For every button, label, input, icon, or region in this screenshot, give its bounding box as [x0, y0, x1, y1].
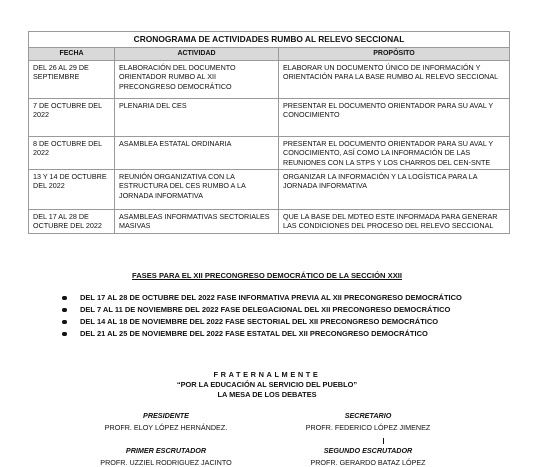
list-item [62, 304, 462, 316]
closing-fraternal: FRATERNALMENTE [213, 370, 321, 379]
bullet-icon [62, 320, 67, 325]
closing-motto: “POR LA EDUCACIÓN AL SERVICIO DEL PUEBLO” [176, 380, 358, 389]
header-fecha: FECHA [29, 48, 115, 60]
list-item [62, 292, 462, 304]
signature-name: PROFR. UZZIEL RODRIGUEZ JACINTO [100, 458, 232, 467]
signature-name: PROFR. GERARDO BATAZ LÓPEZ [310, 458, 426, 467]
cell-actividad: ASAMBLEA ESTATAL ORDINARIA [115, 136, 279, 169]
signature-secretary [268, 411, 468, 432]
signature-president [66, 411, 266, 432]
cell-proposito: ORGANIZAR LA INFORMACIÓN Y LA LOGÍSTICA PARA LA JORNADA INFORMATIVA [279, 170, 510, 210]
list-item [62, 328, 462, 340]
signature-name: PROFR. FEDERICO LÓPEZ JIMENEZ [305, 423, 431, 432]
table-row [29, 136, 510, 169]
cell-proposito: ELABORAR UN DOCUMENTO ÚNICO DE INFORMACIÓN Y ORIENTACIÓN PARA LA BASE RUMBO AL RELEVO SECCIONAL [279, 60, 510, 98]
header-actividad: ACTIVIDAD [115, 48, 279, 60]
bullet-icon [62, 296, 67, 301]
signature-name: PROFR. ELOY LÓPEZ HERNÁNDEZ. [104, 423, 228, 432]
list-item [62, 316, 462, 328]
signature-first-scrutineer [66, 446, 266, 467]
cell-actividad: PLENARIA DEL CES [115, 98, 279, 136]
cell-fecha: 8 DE OCTUBRE DEL 2022 [29, 136, 115, 169]
table-row [29, 98, 510, 136]
schedule-table [28, 31, 510, 234]
phase-text: DEL 7 AL 11 DE NOVIEMBRE DEL 2022 FASE DELEGACIONAL DEL XII PRECONGRESO DEMOCRÁTICO [80, 305, 451, 314]
cell-actividad: ELABORACIÓN DEL DOCUMENTO ORIENTADOR RUMBO AL XII PRECONGRESO DEMOCRÁTICO [115, 60, 279, 98]
phases-title: FASES PARA EL XII PRECONGRESO DEMOCRÁTICO DE LA SECCIÓN XXII [131, 271, 403, 280]
signature-second-scrutineer [268, 446, 468, 467]
phase-text: DEL 14 AL 18 DE NOVIEMBRE DEL 2022 FASE SECTORIAL DEL XII PRECONGRESO DEMOCRÁTICO [80, 317, 439, 326]
signature-role: SEGUNDO ESCRUTADOR [323, 446, 413, 455]
cell-fecha: 13 Y 14 DE OCTUBRE DEL 2022 [29, 170, 115, 210]
table-row [29, 210, 510, 234]
closing-board: LA MESA DE LOS DEBATES [217, 390, 317, 399]
phases-list [62, 292, 462, 340]
cell-fecha: DEL 17 AL 28 DE OCTUBRE DEL 2022 [29, 210, 115, 234]
cell-proposito: PRESENTAR EL DOCUMENTO ORIENTADOR PARA SU AVAL Y CONOCIMIENTO [279, 98, 510, 136]
cell-actividad: ASAMBLEAS INFORMATIVAS SECTORIALES MASIVAS [115, 210, 279, 234]
table-row [29, 170, 510, 210]
table-header-row [29, 48, 510, 60]
signature-mark [383, 438, 384, 444]
bullet-icon [62, 308, 67, 313]
signature-role: SECRETARIO [344, 411, 392, 420]
bullet-icon [62, 332, 67, 337]
signature-role: PRIMER ESCRUTADOR [125, 446, 207, 455]
cell-proposito: QUE LA BASE DEL MDTEO ESTE INFORMADA PARA GENERAR LAS CONDICIONES DEL PROCESO DEL RELEVO SECCIONAL [279, 210, 510, 234]
cell-fecha: DEL 26 AL 29 DE SEPTIEMBRE [29, 60, 115, 98]
schedule-title: CRONOGRAMA DE ACTIVIDADES RUMBO AL RELEVO SECCIONAL [29, 32, 510, 48]
cell-actividad: REUNIÓN ORGANIZATIVA CON LA ESTRUCTURA DEL CES RUMBO A LA JORNADA INFORMATIVA [115, 170, 279, 210]
table-row [29, 60, 510, 98]
signature-role: PRESIDENTE [143, 411, 189, 420]
phase-text: DEL 17 AL 28 DE OCTUBRE DEL 2022 FASE INFORMATIVA PREVIA AL XII PRECONGRESO DEMOCRÁTICO [80, 293, 462, 302]
cell-proposito: PRESENTAR EL DOCUMENTO ORIENTADOR PARA SU AVAL Y CONOCIMIENTO, ASÍ COMO LA INFORMACIÓN DE LAS REUNIONES CON LA STPS Y LOS CHARROS DEL CEN-SNTE [279, 136, 510, 169]
phase-text: DEL 21 AL 25 DE NOVIEMBRE DEL 2022 FASE ESTATAL DEL XII PRECONGRESO DEMOCRÁTICO [80, 329, 428, 338]
header-proposito: PROPÓSITO [279, 48, 510, 60]
cell-fecha: 7 DE OCTUBRE DEL 2022 [29, 98, 115, 136]
